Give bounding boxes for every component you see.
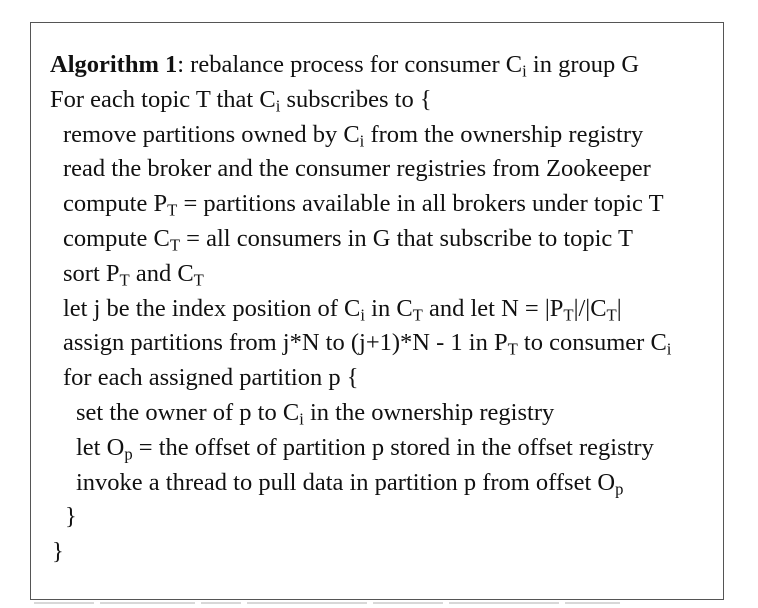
code-text: subscribes to { [280, 85, 432, 113]
subscript: i [666, 340, 672, 360]
code-text: = the offset of partition p stored in the offset registry [132, 433, 654, 461]
code-text: sort P [63, 259, 120, 287]
subscript: p [124, 444, 133, 464]
subscript: p [615, 479, 624, 499]
closing-brace: } [52, 538, 64, 566]
code-text: let j be the index position of C [63, 294, 361, 322]
subscript: T [169, 235, 181, 255]
code-line-2 [50, 118, 671, 153]
algorithm-title: Algorithm 1 [50, 51, 178, 78]
code-line-14 [50, 535, 671, 570]
subscript: i [522, 61, 527, 81]
code-text: compute C [63, 224, 170, 252]
code-line-6 [50, 257, 671, 292]
subscript: i [360, 305, 366, 325]
code-text: invoke a thread to pull data in partition p from offset O [76, 468, 616, 496]
code-text: compute P [63, 190, 168, 218]
code-text: = partitions available in all brokers under topic T [177, 190, 664, 218]
subscript: i [359, 131, 365, 151]
closing-brace: } [65, 503, 77, 531]
subscript: T [167, 200, 178, 220]
code-line-10 [50, 396, 671, 431]
code-line-12 [50, 466, 671, 501]
code-text: set the owner of p to C [76, 398, 300, 426]
subscript: T [119, 270, 130, 290]
code-text: |/|C [573, 294, 607, 322]
code-text: from the ownership registry [364, 120, 644, 148]
code-line-7 [50, 292, 671, 327]
code-text: and let N = |P [422, 294, 564, 322]
code-text: in the ownership registry [303, 398, 555, 426]
code-line-4 [50, 187, 671, 222]
subscript: T [507, 340, 518, 360]
subscript: T [606, 305, 617, 325]
code-line-11 [50, 431, 671, 466]
algorithm-heading-text: in group G [526, 51, 640, 78]
subscript: i [275, 96, 281, 116]
code-line-9 [50, 361, 671, 396]
code-text: read the broker and the consumer registries from Zookeeper [63, 155, 651, 183]
code-text: For each topic T that C [50, 85, 276, 113]
code-text: to consumer C [517, 329, 667, 357]
code-line-13 [50, 500, 671, 535]
subscript: T [563, 305, 574, 325]
code-line-5 [50, 222, 671, 257]
subscript: T [193, 270, 204, 290]
code-text: and C [129, 259, 194, 287]
code-line-1 [50, 83, 671, 118]
subscript: T [412, 305, 423, 325]
code-line-3 [50, 152, 671, 187]
cropped-text-fragment [34, 602, 724, 608]
code-text: for each assigned partition p { [63, 364, 359, 392]
code-text: let O [76, 433, 125, 461]
subscript: i [299, 409, 304, 429]
algorithm-listing [50, 48, 671, 570]
algorithm-heading-text: : rebalance process for consumer C [177, 51, 523, 78]
code-text: remove partitions owned by C [63, 120, 360, 148]
code-text: assign partitions from j*N to (j+1)*N - 1 in P [63, 329, 508, 357]
code-text: = all consumers in G that subscribe to topic T [180, 224, 633, 252]
code-line-8 [50, 326, 671, 361]
algorithm-heading [50, 48, 671, 83]
code-text: in C [365, 294, 413, 322]
code-text: | [616, 294, 622, 322]
